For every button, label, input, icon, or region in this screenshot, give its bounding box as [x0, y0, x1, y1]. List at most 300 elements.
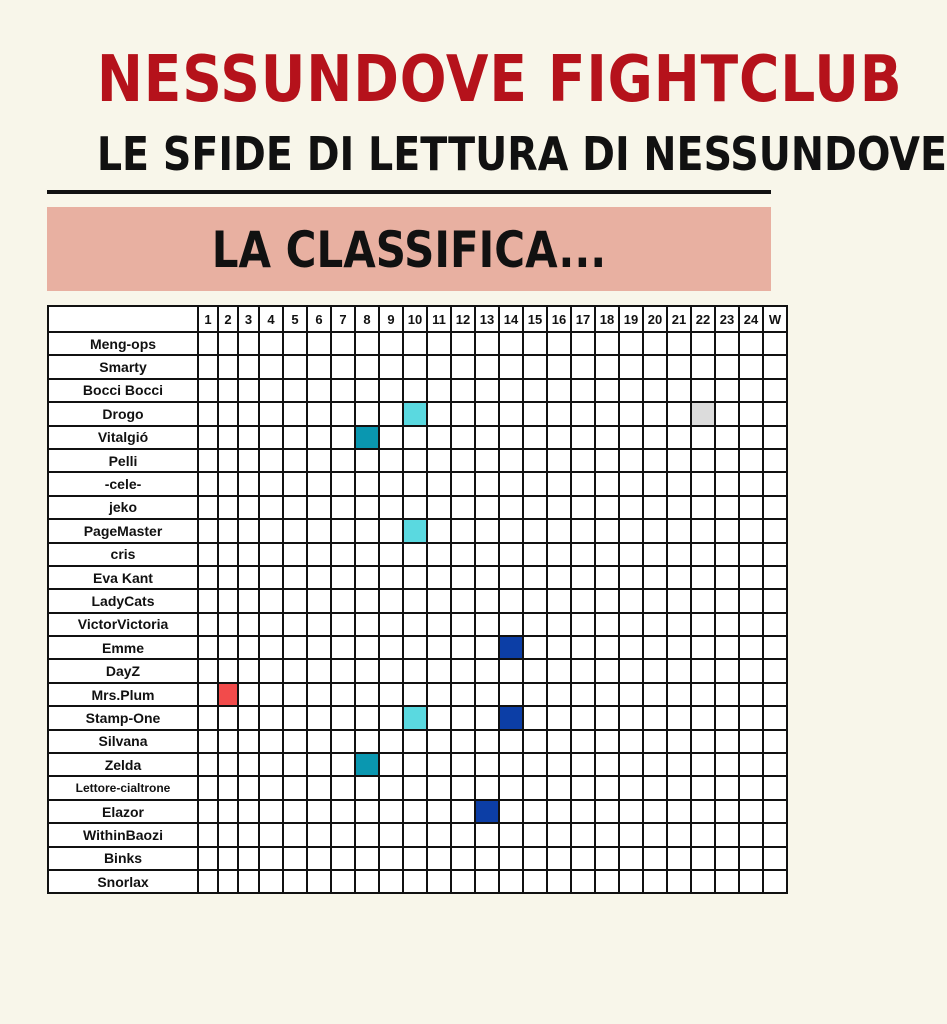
leaderboard-grid — [47, 305, 788, 894]
grid-cell — [619, 613, 643, 636]
grid-cell — [475, 683, 499, 706]
grid-cell — [259, 355, 283, 378]
participant-name: Emme — [48, 636, 198, 659]
grid-cell — [571, 730, 595, 753]
grid-cell — [595, 426, 619, 449]
grid-cell — [547, 332, 571, 355]
grid-cell — [475, 402, 499, 425]
grid-cell — [595, 870, 619, 893]
grid-cell — [691, 496, 715, 519]
title-divider — [47, 190, 771, 194]
marked-cell — [355, 426, 379, 449]
grid-cell — [499, 589, 523, 612]
grid-cell — [523, 683, 547, 706]
marked-cell — [691, 402, 715, 425]
grid-cell — [595, 449, 619, 472]
grid-cell — [451, 847, 475, 870]
grid-cell — [238, 355, 259, 378]
grid-cell — [619, 379, 643, 402]
grid-cell — [667, 589, 691, 612]
grid-cell — [403, 426, 427, 449]
grid-cell — [619, 543, 643, 566]
grid-cell — [451, 659, 475, 682]
grid-cell — [595, 636, 619, 659]
grid-cell — [715, 847, 739, 870]
grid-cell — [667, 613, 691, 636]
marked-cell — [403, 706, 427, 729]
grid-cell — [259, 730, 283, 753]
grid-cell — [198, 636, 218, 659]
grid-cell — [499, 847, 523, 870]
grid-cell — [643, 449, 667, 472]
grid-cell — [595, 659, 619, 682]
grid-cell — [523, 402, 547, 425]
participant-name: Vitalgió — [48, 426, 198, 449]
marked-cell — [499, 636, 523, 659]
grid-cell — [619, 776, 643, 799]
grid-cell — [571, 472, 595, 495]
grid-cell — [475, 870, 499, 893]
grid-cell — [499, 332, 523, 355]
grid-cell — [198, 332, 218, 355]
grid-cell — [218, 823, 238, 846]
grid-cell — [403, 543, 427, 566]
marked-cell — [355, 753, 379, 776]
grid-cell — [218, 566, 238, 589]
grid-cell — [451, 730, 475, 753]
grid-cell — [307, 800, 331, 823]
grid-cell — [763, 823, 787, 846]
grid-cell — [595, 472, 619, 495]
column-header-4: 4 — [259, 306, 283, 332]
table-row — [48, 355, 787, 378]
grid-cell — [547, 472, 571, 495]
grid-cell — [451, 402, 475, 425]
grid-cell — [283, 823, 307, 846]
table-row — [48, 543, 787, 566]
participant-name: -cele- — [48, 472, 198, 495]
grid-cell — [763, 683, 787, 706]
grid-cell — [283, 776, 307, 799]
grid-cell — [238, 519, 259, 542]
grid-cell — [218, 753, 238, 776]
classifica-banner — [47, 207, 771, 291]
column-header-12: 12 — [451, 306, 475, 332]
table-row — [48, 730, 787, 753]
grid-cell — [571, 496, 595, 519]
grid-cell — [619, 449, 643, 472]
grid-cell — [218, 449, 238, 472]
grid-cell — [403, 636, 427, 659]
grid-cell — [331, 496, 355, 519]
grid-cell — [475, 426, 499, 449]
grid-cell — [547, 589, 571, 612]
grid-cell — [547, 379, 571, 402]
grid-cell — [355, 449, 379, 472]
grid-cell — [643, 659, 667, 682]
grid-cell — [403, 332, 427, 355]
grid-cell — [547, 800, 571, 823]
grid-cell — [571, 659, 595, 682]
grid-cell — [218, 426, 238, 449]
grid-cell — [451, 683, 475, 706]
grid-cell — [619, 519, 643, 542]
grid-cell — [595, 800, 619, 823]
grid-cell — [691, 659, 715, 682]
grid-cell — [523, 426, 547, 449]
grid-cell — [218, 659, 238, 682]
grid-cell — [427, 823, 451, 846]
grid-cell — [475, 472, 499, 495]
grid-cell — [238, 823, 259, 846]
grid-cell — [451, 613, 475, 636]
grid-cell — [307, 566, 331, 589]
grid-cell — [451, 449, 475, 472]
column-header-8: 8 — [355, 306, 379, 332]
grid-cell — [355, 659, 379, 682]
column-header-15: 15 — [523, 306, 547, 332]
grid-cell — [643, 402, 667, 425]
column-header-17: 17 — [571, 306, 595, 332]
grid-cell — [307, 730, 331, 753]
grid-cell — [763, 659, 787, 682]
grid-cell — [379, 449, 403, 472]
grid-cell — [307, 683, 331, 706]
grid-cell — [667, 402, 691, 425]
grid-cell — [643, 683, 667, 706]
grid-cell — [198, 730, 218, 753]
table-row — [48, 496, 787, 519]
table-row — [48, 402, 787, 425]
table-row — [48, 776, 787, 799]
grid-cell — [715, 449, 739, 472]
grid-cell — [259, 823, 283, 846]
grid-cell — [763, 706, 787, 729]
grid-cell — [198, 847, 218, 870]
grid-cell — [715, 870, 739, 893]
grid-cell — [427, 613, 451, 636]
grid-cell — [307, 753, 331, 776]
grid-cell — [427, 496, 451, 519]
grid-cell — [355, 776, 379, 799]
grid-cell — [379, 823, 403, 846]
grid-cell — [523, 449, 547, 472]
grid-cell — [475, 753, 499, 776]
column-header-11: 11 — [427, 306, 451, 332]
grid-cell — [643, 613, 667, 636]
grid-cell — [523, 636, 547, 659]
grid-cell — [619, 659, 643, 682]
grid-cell — [379, 355, 403, 378]
grid-cell — [451, 776, 475, 799]
grid-cell — [667, 847, 691, 870]
grid-cell — [523, 800, 547, 823]
grid-cell — [198, 426, 218, 449]
grid-cell — [667, 519, 691, 542]
grid-cell — [691, 519, 715, 542]
grid-cell — [331, 332, 355, 355]
grid-cell — [739, 847, 763, 870]
grid-cell — [715, 706, 739, 729]
grid-cell — [571, 379, 595, 402]
grid-cell — [595, 355, 619, 378]
grid-cell — [331, 449, 355, 472]
grid-cell — [451, 566, 475, 589]
grid-cell — [499, 449, 523, 472]
table-row — [48, 519, 787, 542]
grid-cell — [259, 800, 283, 823]
grid-cell — [475, 823, 499, 846]
grid-cell — [643, 426, 667, 449]
grid-cell — [307, 613, 331, 636]
grid-cell — [427, 449, 451, 472]
grid-cell — [475, 449, 499, 472]
table-row — [48, 636, 787, 659]
grid-cell — [307, 472, 331, 495]
grid-cell — [379, 543, 403, 566]
grid-cell — [619, 355, 643, 378]
grid-cell — [595, 730, 619, 753]
participant-name: Bocci Bocci — [48, 379, 198, 402]
grid-cell — [499, 519, 523, 542]
grid-cell — [238, 636, 259, 659]
grid-cell — [238, 332, 259, 355]
grid-cell — [499, 379, 523, 402]
grid-cell — [283, 543, 307, 566]
grid-cell — [403, 589, 427, 612]
grid-cell — [198, 379, 218, 402]
grid-cell — [283, 355, 307, 378]
grid-cell — [379, 472, 403, 495]
grid-cell — [198, 683, 218, 706]
grid-cell — [715, 402, 739, 425]
grid-cell — [427, 402, 451, 425]
participant-name: Elazor — [48, 800, 198, 823]
grid-cell — [715, 753, 739, 776]
grid-cell — [571, 332, 595, 355]
grid-cell — [595, 332, 619, 355]
grid-cell — [523, 753, 547, 776]
grid-cell — [643, 589, 667, 612]
grid-cell — [739, 706, 763, 729]
grid-cell — [307, 496, 331, 519]
grid-cell — [595, 566, 619, 589]
grid-cell — [739, 449, 763, 472]
grid-cell — [739, 800, 763, 823]
grid-cell — [667, 496, 691, 519]
participant-name: Lettore-cialtrone — [48, 776, 198, 799]
grid-cell — [451, 589, 475, 612]
grid-cell — [283, 800, 307, 823]
grid-cell — [739, 379, 763, 402]
grid-cell — [691, 472, 715, 495]
grid-cell — [619, 566, 643, 589]
grid-cell — [403, 379, 427, 402]
grid-cell — [763, 730, 787, 753]
grid-cell — [643, 472, 667, 495]
grid-cell — [218, 636, 238, 659]
grid-cell — [595, 613, 619, 636]
grid-cell — [259, 683, 283, 706]
grid-cell — [667, 776, 691, 799]
grid-cell — [619, 730, 643, 753]
grid-cell — [259, 706, 283, 729]
grid-cell — [619, 823, 643, 846]
grid-cell — [499, 683, 523, 706]
grid-cell — [523, 613, 547, 636]
grid-cell — [198, 613, 218, 636]
participant-name: Mrs.Plum — [48, 683, 198, 706]
table-row — [48, 472, 787, 495]
grid-cell — [355, 519, 379, 542]
grid-cell — [355, 823, 379, 846]
grid-cell — [355, 566, 379, 589]
grid-cell — [691, 355, 715, 378]
grid-cell — [691, 613, 715, 636]
grid-cell — [331, 426, 355, 449]
grid-cell — [238, 402, 259, 425]
grid-cell — [283, 519, 307, 542]
grid-cell — [595, 847, 619, 870]
grid-cell — [198, 659, 218, 682]
grid-cell — [619, 706, 643, 729]
grid-cell — [283, 332, 307, 355]
grid-cell — [667, 706, 691, 729]
grid-cell — [331, 823, 355, 846]
grid-cell — [715, 496, 739, 519]
grid-cell — [331, 589, 355, 612]
column-header-7: 7 — [331, 306, 355, 332]
grid-cell — [238, 496, 259, 519]
grid-cell — [331, 472, 355, 495]
table-row — [48, 847, 787, 870]
participant-name: WithinBaozi — [48, 823, 198, 846]
column-header-14: 14 — [499, 306, 523, 332]
grid-cell — [643, 566, 667, 589]
grid-cell — [499, 776, 523, 799]
grid-cell — [763, 800, 787, 823]
grid-cell — [307, 379, 331, 402]
grid-cell — [379, 753, 403, 776]
column-header-1: 1 — [198, 306, 218, 332]
grid-cell — [403, 823, 427, 846]
grid-cell — [283, 683, 307, 706]
grid-cell — [379, 847, 403, 870]
grid-cell — [307, 355, 331, 378]
grid-cell — [198, 800, 218, 823]
grid-cell — [238, 800, 259, 823]
grid-cell — [571, 753, 595, 776]
grid-cell — [667, 753, 691, 776]
grid-cell — [427, 706, 451, 729]
table-row — [48, 613, 787, 636]
grid-cell — [763, 402, 787, 425]
grid-cell — [218, 847, 238, 870]
grid-cell — [403, 355, 427, 378]
grid-cell — [643, 355, 667, 378]
grid-cell — [595, 496, 619, 519]
grid-cell — [427, 519, 451, 542]
grid-cell — [198, 870, 218, 893]
grid-cell — [595, 543, 619, 566]
table-row — [48, 449, 787, 472]
grid-cell — [619, 800, 643, 823]
grid-cell — [475, 659, 499, 682]
grid-cell — [691, 870, 715, 893]
grid-cell — [379, 519, 403, 542]
grid-cell — [259, 776, 283, 799]
grid-cell — [355, 589, 379, 612]
grid-cell — [427, 589, 451, 612]
grid-cell — [475, 355, 499, 378]
grid-cell — [355, 355, 379, 378]
grid-cell — [763, 636, 787, 659]
grid-cell — [379, 379, 403, 402]
page-subtitle: LE SFIDE DI LETTURA DI NESSUNDOVE — [96, 127, 947, 181]
grid-cell — [475, 589, 499, 612]
grid-cell — [259, 449, 283, 472]
grid-cell — [475, 519, 499, 542]
grid-cell — [739, 355, 763, 378]
grid-cell — [331, 566, 355, 589]
column-header-18: 18 — [595, 306, 619, 332]
participant-name: cris — [48, 543, 198, 566]
grid-cell — [739, 426, 763, 449]
grid-cell — [739, 332, 763, 355]
banner-text: LA CLASSIFICA... — [211, 221, 607, 279]
column-header-2: 2 — [218, 306, 238, 332]
grid-cell — [739, 472, 763, 495]
grid-cell — [619, 332, 643, 355]
grid-cell — [739, 566, 763, 589]
grid-cell — [331, 870, 355, 893]
grid-cell — [259, 613, 283, 636]
grid-cell — [619, 472, 643, 495]
grid-cell — [739, 753, 763, 776]
grid-cell — [547, 355, 571, 378]
grid-cell — [427, 636, 451, 659]
grid-cell — [218, 870, 238, 893]
grid-cell — [547, 823, 571, 846]
grid-cell — [259, 847, 283, 870]
grid-cell — [379, 496, 403, 519]
grid-cell — [763, 379, 787, 402]
grid-cell — [643, 800, 667, 823]
grid-cell — [451, 543, 475, 566]
participant-name: Stamp-One — [48, 706, 198, 729]
grid-cell — [259, 543, 283, 566]
grid-cell — [475, 543, 499, 566]
grid-cell — [595, 519, 619, 542]
grid-cell — [307, 776, 331, 799]
grid-cell — [475, 847, 499, 870]
grid-cell — [523, 519, 547, 542]
grid-cell — [427, 566, 451, 589]
grid-cell — [238, 706, 259, 729]
grid-cell — [523, 379, 547, 402]
grid-cell — [427, 472, 451, 495]
grid-cell — [595, 379, 619, 402]
grid-cell — [499, 659, 523, 682]
grid-cell — [427, 659, 451, 682]
grid-cell — [307, 332, 331, 355]
grid-cell — [379, 870, 403, 893]
grid-cell — [379, 426, 403, 449]
grid-cell — [499, 870, 523, 893]
grid-cell — [427, 870, 451, 893]
grid-cell — [571, 355, 595, 378]
grid-cell — [307, 870, 331, 893]
